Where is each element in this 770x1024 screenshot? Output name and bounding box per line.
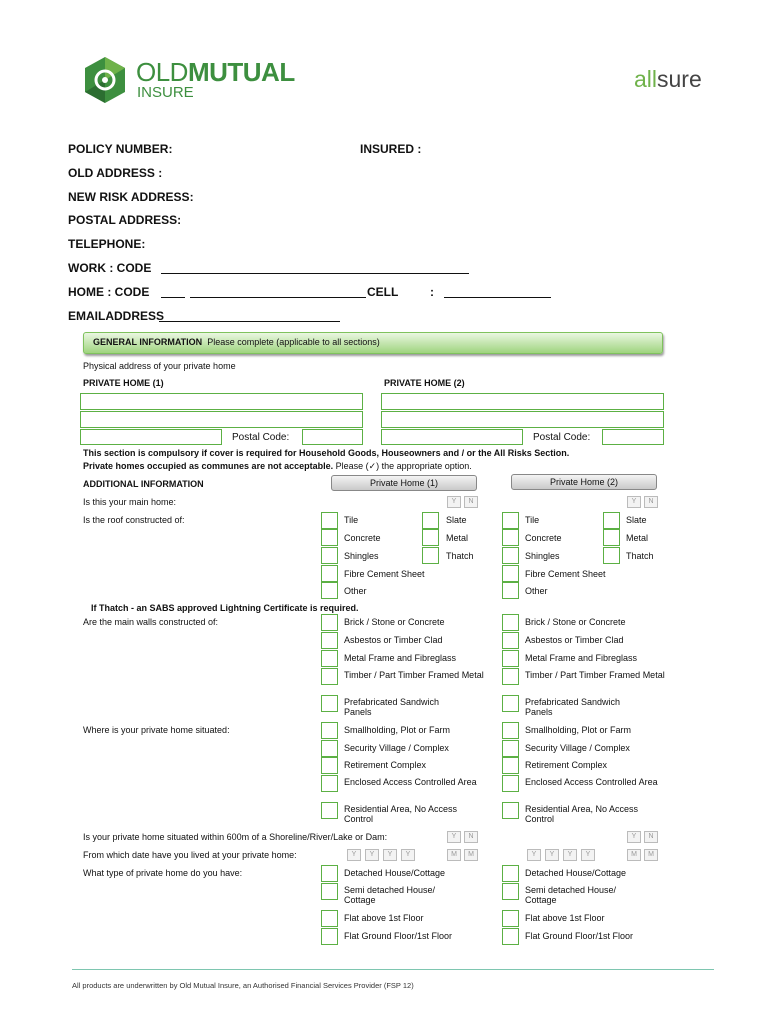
allsure-logo: allsure xyxy=(634,66,702,92)
telephone-label: TELEPHONE: xyxy=(68,237,146,251)
home1-walls-checkbox[interactable] xyxy=(321,614,338,631)
home2-type-option: Flat Ground Floor/1st Floor xyxy=(525,931,634,941)
work-code-line[interactable] xyxy=(161,262,469,274)
home2-shoreline-yes[interactable]: Y xyxy=(627,831,641,843)
home1-year-digit[interactable]: Y xyxy=(365,849,379,861)
home1-situated-checkbox[interactable] xyxy=(321,757,338,774)
home2-situated-option: Residential Area, No Access Control xyxy=(525,804,639,824)
home1-type-checkbox[interactable] xyxy=(321,865,338,882)
home1-walls-checkbox[interactable] xyxy=(321,632,338,649)
home1-shoreline-no[interactable]: N xyxy=(464,831,478,843)
home1-postal-code-input[interactable] xyxy=(302,429,363,445)
home1-walls-checkbox[interactable] xyxy=(321,668,338,685)
old-mutual-logo-icon xyxy=(80,55,130,105)
home-code-line[interactable] xyxy=(161,286,185,298)
home1-roof-option: Fibre Cement Sheet xyxy=(344,569,425,579)
cell-line[interactable] xyxy=(444,286,551,298)
cell-label: CELL xyxy=(367,285,399,299)
home2-roof-option: Concrete xyxy=(525,533,562,543)
home1-walls-option: Prefabricated Sandwich Panels xyxy=(344,697,440,717)
general-info-title: GENERAL INFORMATION Please complete (applicable to all sections) xyxy=(93,337,380,347)
home2-month-digit[interactable]: M xyxy=(644,849,658,861)
home2-year-digit[interactable]: Y xyxy=(545,849,559,861)
home2-roof-checkbox[interactable] xyxy=(502,512,519,529)
home2-roof-option: Fibre Cement Sheet xyxy=(525,569,606,579)
main-home-question: Is this your main home: xyxy=(83,497,177,507)
home2-year-digit[interactable]: Y xyxy=(527,849,541,861)
home2-roof-checkbox[interactable] xyxy=(502,547,519,564)
home2-walls-option: Brick / Stone or Concrete xyxy=(525,617,626,627)
shoreline-question: Is your private home situated within 600m of a Shoreline/River/Lake or Dam: xyxy=(83,832,388,842)
home2-walls-checkbox[interactable] xyxy=(502,650,519,667)
additional-info-heading: ADDITIONAL INFORMATION xyxy=(83,479,204,489)
home1-situated-checkbox[interactable] xyxy=(321,722,338,739)
home1-walls-option: Metal Frame and Fibreglass xyxy=(344,653,457,663)
home1-roof-checkbox[interactable] xyxy=(321,547,338,564)
home2-postal-code-label: Postal Code: xyxy=(533,432,591,443)
home1-walls-checkbox[interactable] xyxy=(321,650,338,667)
home2-address-line-3[interactable] xyxy=(381,429,523,445)
home1-roof-option: Tile xyxy=(344,515,359,525)
home2-address-line-2[interactable] xyxy=(381,411,664,428)
home2-walls-option: Prefabricated Sandwich Panels xyxy=(525,697,621,717)
home1-address-line-1[interactable] xyxy=(80,393,363,410)
home2-month-digit[interactable]: M xyxy=(627,849,641,861)
home1-type-option: Flat Ground Floor/1st Floor xyxy=(344,931,453,941)
home2-walls-checkbox[interactable] xyxy=(502,668,519,685)
home1-address-line-2[interactable] xyxy=(80,411,363,428)
insured-label: INSURED : xyxy=(360,142,422,156)
home2-roof-checkbox[interactable] xyxy=(603,512,620,529)
private-home-1-heading: PRIVATE HOME (1) xyxy=(83,378,164,388)
footer-text: All products are underwritten by Old Mutual Insure, an Authorised Financial Services Provider (FSP 12) xyxy=(72,981,414,990)
brand-name: OLDMUTUAL xyxy=(136,57,295,87)
home1-situated-checkbox[interactable] xyxy=(321,775,338,792)
home2-type-checkbox[interactable] xyxy=(502,910,519,927)
home1-situated-checkbox[interactable] xyxy=(321,740,338,757)
home2-roof-option: Tile xyxy=(525,515,540,525)
home1-year-digit[interactable]: Y xyxy=(401,849,415,861)
home2-situated-checkbox[interactable] xyxy=(502,802,519,819)
home1-type-checkbox[interactable] xyxy=(321,928,338,945)
situated-question: Where is your private home situated: xyxy=(83,725,230,735)
home2-roof-option: Thatch xyxy=(626,551,654,561)
date-question: From which date have you lived at your private home: xyxy=(83,850,297,860)
home1-situated-checkbox[interactable] xyxy=(321,802,338,819)
home2-type-option: Semi detached House/ Cottage xyxy=(525,885,617,905)
private-home-2-button[interactable]: Private Home (2) xyxy=(511,474,657,490)
home2-roof-checkbox[interactable] xyxy=(502,529,519,546)
home2-roof-option: Slate xyxy=(626,515,647,525)
home1-walls-option: Timber / Part Timber Framed Metal xyxy=(344,670,484,680)
brand-insure: INSURE xyxy=(137,84,194,101)
roof-question: Is the roof constructed of: xyxy=(83,515,185,525)
walls-question: Are the main walls constructed of: xyxy=(83,617,219,627)
postal-address-label: POSTAL ADDRESS: xyxy=(68,213,182,227)
home1-type-option: Detached House/Cottage xyxy=(344,868,446,878)
home2-roof-checkbox[interactable] xyxy=(603,547,620,564)
home2-roof-checkbox[interactable] xyxy=(502,582,519,599)
home2-walls-option: Asbestos or Timber Clad xyxy=(525,635,624,645)
home2-roof-checkbox[interactable] xyxy=(502,565,519,582)
email-line[interactable] xyxy=(159,310,340,322)
home2-roof-option: Shingles xyxy=(525,551,560,561)
home2-type-option: Detached House/Cottage xyxy=(525,868,627,878)
home2-type-checkbox[interactable] xyxy=(502,883,519,900)
email-label: EMAILADDRESS xyxy=(68,309,165,323)
home2-shoreline-no[interactable]: N xyxy=(644,831,658,843)
home2-walls-checkbox[interactable] xyxy=(502,614,519,631)
private-home-1-button[interactable]: Private Home (1) xyxy=(331,475,477,491)
home2-situated-checkbox[interactable] xyxy=(502,757,519,774)
home1-roof-checkbox[interactable] xyxy=(321,565,338,582)
thatch-note: If Thatch - an SABS approved Lightning Certificate is required. xyxy=(91,603,359,613)
home1-main-no[interactable]: N xyxy=(464,496,478,508)
home2-type-checkbox[interactable] xyxy=(502,865,519,882)
home2-type-checkbox[interactable] xyxy=(502,928,519,945)
home2-main-no[interactable]: N xyxy=(644,496,658,508)
home1-walls-checkbox[interactable] xyxy=(321,695,338,712)
home1-type-option: Semi detached House/ Cottage xyxy=(344,885,436,905)
home1-situated-option: Enclosed Access Controlled Area xyxy=(344,777,477,787)
home2-walls-checkbox[interactable] xyxy=(502,695,519,712)
home2-address-line-1[interactable] xyxy=(381,393,664,410)
home1-situated-option: Smallholding, Plot or Farm xyxy=(344,725,451,735)
home1-roof-checkbox[interactable] xyxy=(321,529,338,546)
home1-address-line-3[interactable] xyxy=(80,429,222,445)
old-address-label: OLD ADDRESS : xyxy=(68,166,163,180)
home1-roof-option: Shingles xyxy=(344,551,379,561)
home1-type-option: Flat above 1st Floor xyxy=(344,913,424,923)
home2-year-digit[interactable]: Y xyxy=(581,849,595,861)
home-number-line[interactable] xyxy=(190,286,366,298)
policy-number-label: POLICY NUMBER: xyxy=(68,142,173,156)
home2-situated-checkbox[interactable] xyxy=(502,722,519,739)
home2-situated-checkbox[interactable] xyxy=(502,775,519,792)
home1-type-checkbox[interactable] xyxy=(321,910,338,927)
home1-year-digit[interactable]: Y xyxy=(383,849,397,861)
home1-roof-checkbox[interactable] xyxy=(422,547,439,564)
home2-main-yes[interactable]: Y xyxy=(627,496,641,508)
home2-postal-code-input[interactable] xyxy=(602,429,664,445)
home2-type-option: Flat above 1st Floor xyxy=(525,913,605,923)
home1-month-digit[interactable]: M xyxy=(447,849,461,861)
home1-roof-option: Other xyxy=(344,586,367,596)
work-code-label: WORK : CODE xyxy=(68,261,152,275)
home1-roof-checkbox[interactable] xyxy=(321,582,338,599)
home-code-label: HOME : CODE xyxy=(68,285,150,299)
home1-roof-checkbox[interactable] xyxy=(422,529,439,546)
home1-situated-option: Security Village / Complex xyxy=(344,743,449,753)
compulsory-notice: This section is compulsory if cover is required for Household Goods, Houseowners and / or the All Risks Section. xyxy=(83,448,570,458)
home2-roof-option: Metal xyxy=(626,533,649,543)
cell-colon: : xyxy=(430,285,434,299)
home1-postal-code-label: Postal Code: xyxy=(232,432,290,443)
home-type-question: What type of private home do you have: xyxy=(83,868,243,878)
home2-walls-checkbox[interactable] xyxy=(502,632,519,649)
home1-shoreline-yes[interactable]: Y xyxy=(447,831,461,843)
home2-situated-option: Enclosed Access Controlled Area xyxy=(525,777,658,787)
footer-divider xyxy=(72,969,714,970)
home2-situated-checkbox[interactable] xyxy=(502,740,519,757)
new-risk-address-label: NEW RISK ADDRESS: xyxy=(68,190,194,204)
home1-roof-option: Concrete xyxy=(344,533,381,543)
home2-situated-option: Smallholding, Plot or Farm xyxy=(525,725,632,735)
home1-year-digit[interactable]: Y xyxy=(347,849,361,861)
home1-roof-checkbox[interactable] xyxy=(321,512,338,529)
home1-situated-option: Residential Area, No Access Control xyxy=(344,804,458,824)
home1-type-checkbox[interactable] xyxy=(321,883,338,900)
home1-situated-option: Retirement Complex xyxy=(344,760,427,770)
communes-notice: Private homes occupied as communes are not acceptable. Please (✓) the appropriate option. xyxy=(83,461,472,471)
home2-walls-option: Metal Frame and Fibreglass xyxy=(525,653,638,663)
home1-month-digit[interactable]: M xyxy=(464,849,478,861)
home2-roof-option: Other xyxy=(525,586,548,596)
home2-situated-option: Retirement Complex xyxy=(525,760,608,770)
home1-walls-option: Asbestos or Timber Clad xyxy=(344,635,443,645)
home1-main-yes[interactable]: Y xyxy=(447,496,461,508)
physical-address-label: Physical address of your private home xyxy=(83,361,236,371)
home1-roof-option: Metal xyxy=(446,533,469,543)
home1-roof-checkbox[interactable] xyxy=(422,512,439,529)
home1-roof-option: Thatch xyxy=(446,551,474,561)
home2-year-digit[interactable]: Y xyxy=(563,849,577,861)
home2-walls-option: Timber / Part Timber Framed Metal xyxy=(525,670,665,680)
home1-roof-option: Slate xyxy=(446,515,467,525)
home2-roof-checkbox[interactable] xyxy=(603,529,620,546)
private-home-2-heading: PRIVATE HOME (2) xyxy=(384,378,465,388)
home1-walls-option: Brick / Stone or Concrete xyxy=(344,617,445,627)
home2-situated-option: Security Village / Complex xyxy=(525,743,630,753)
